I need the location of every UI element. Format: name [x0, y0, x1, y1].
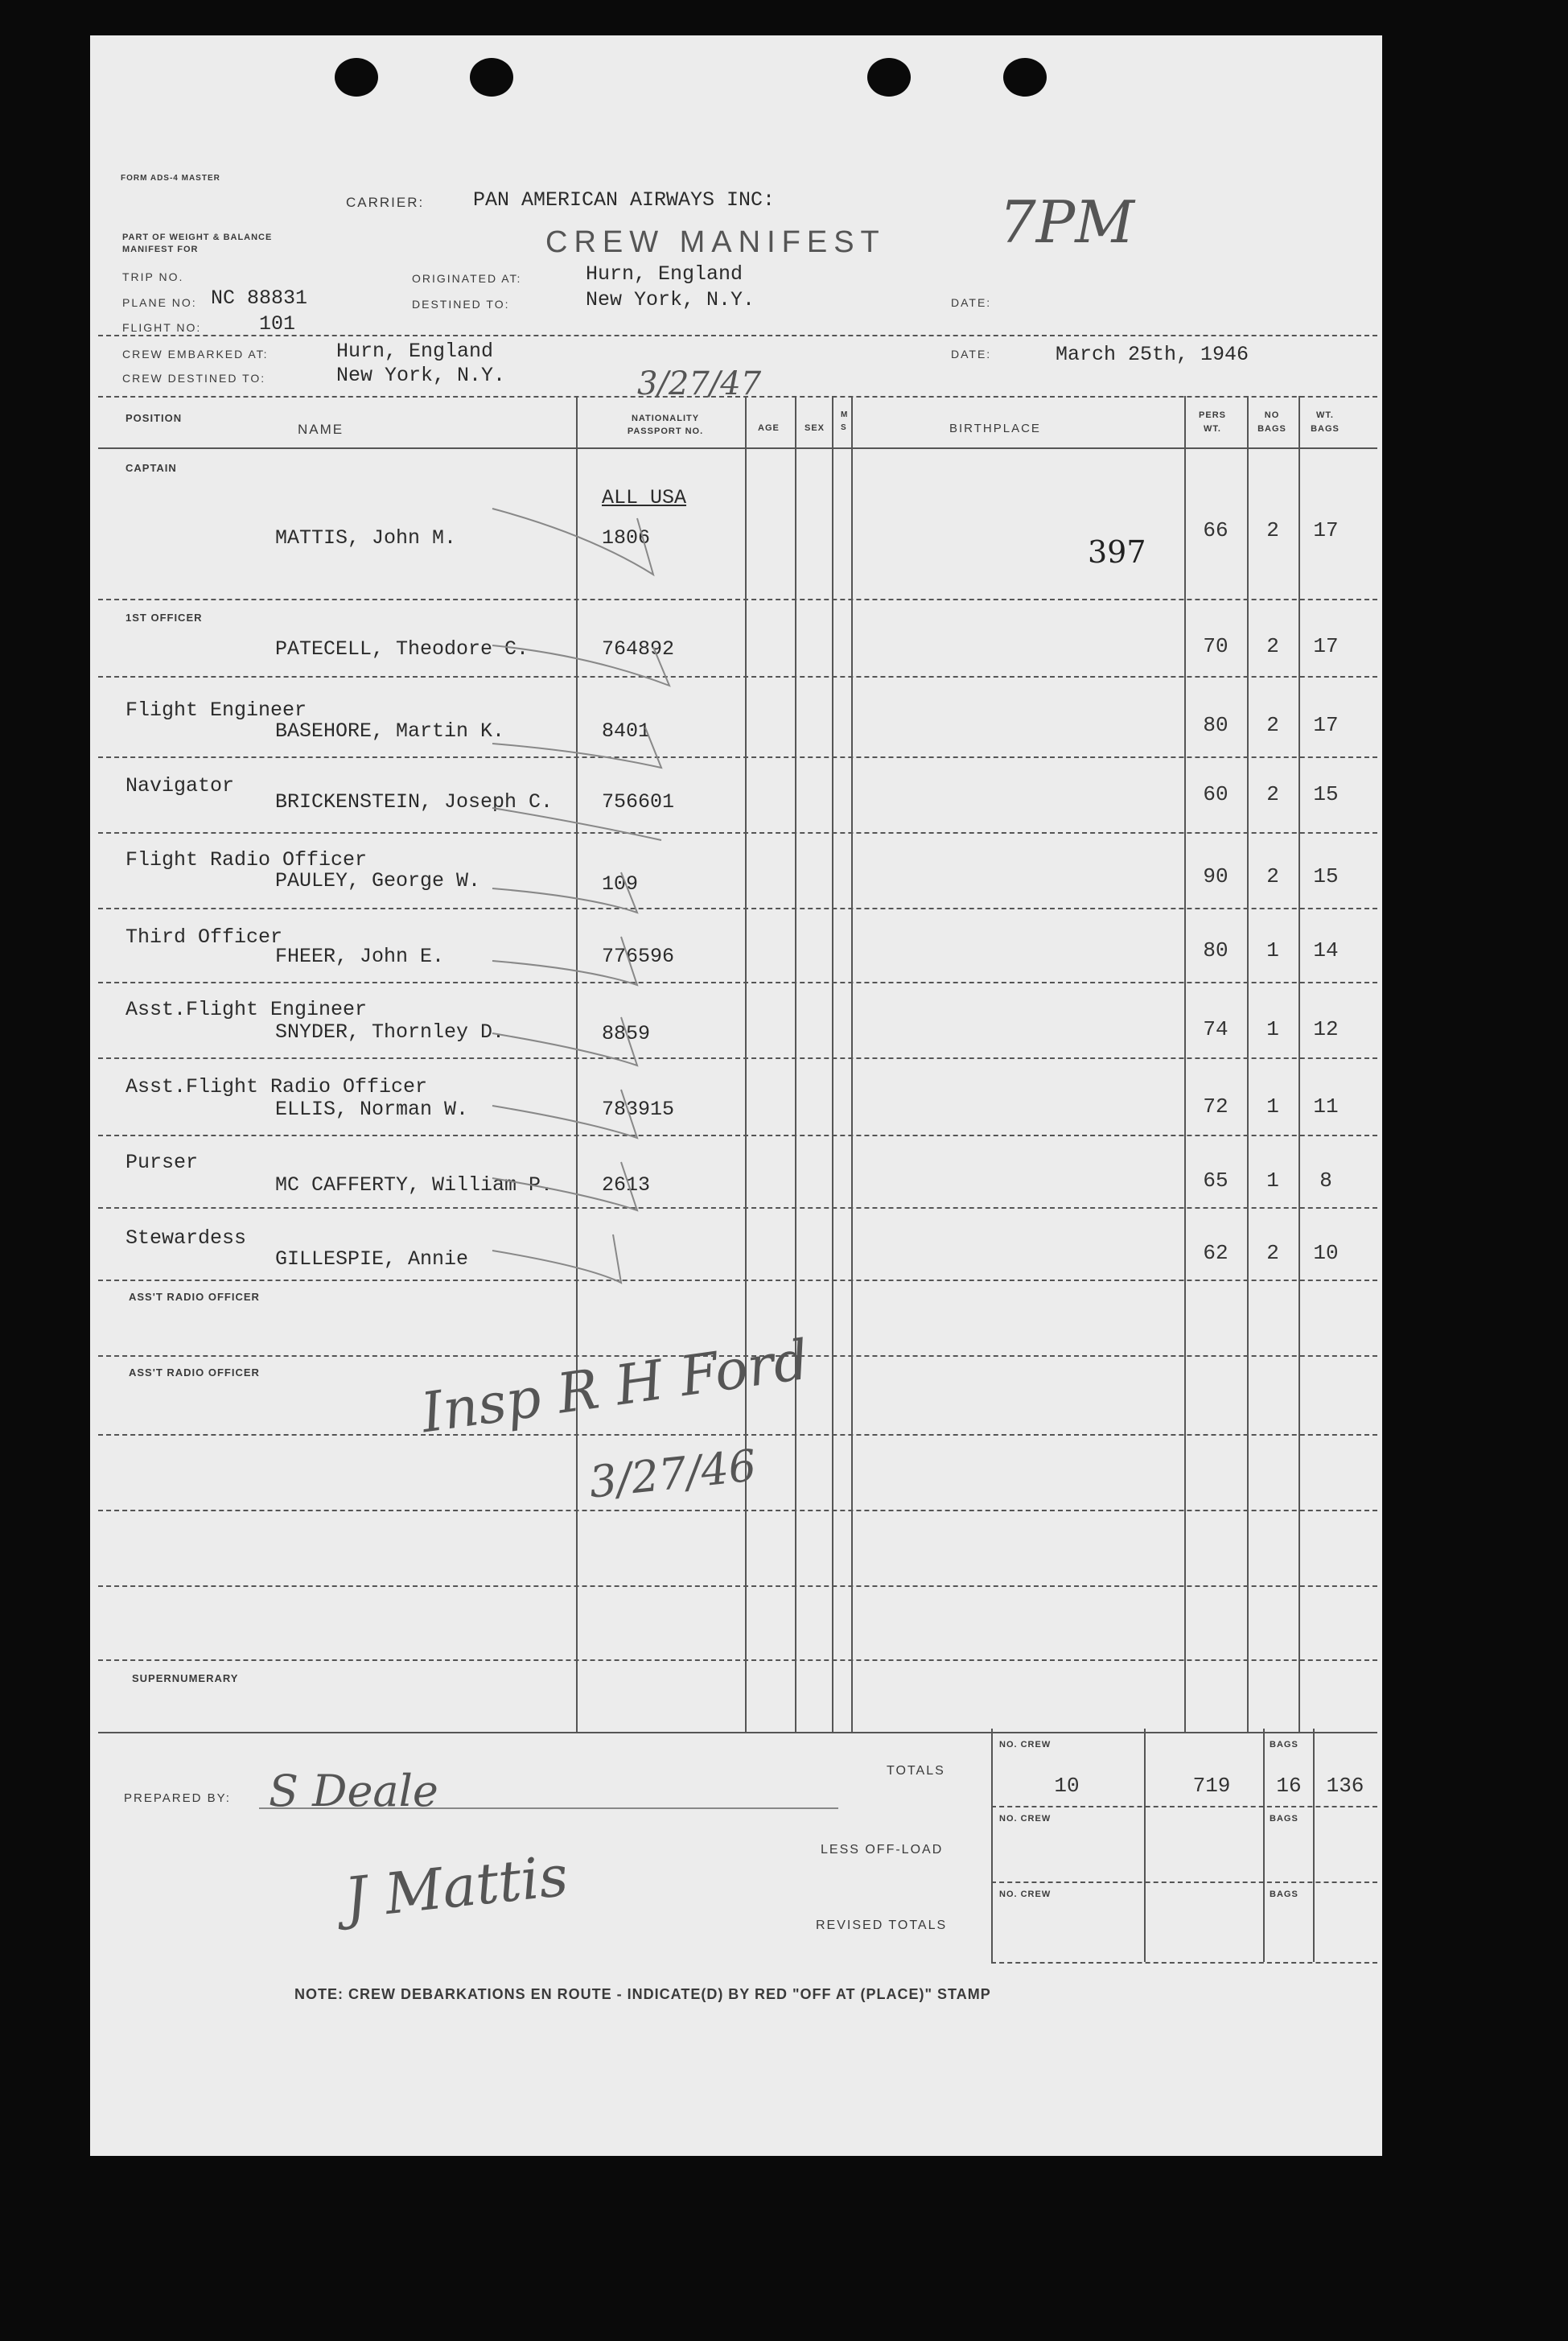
crew-passport: 756601: [602, 790, 675, 814]
crew-wt-bags: 17: [1313, 634, 1339, 658]
crew-passport: 764892: [602, 637, 675, 661]
crew-bags: 2: [1266, 782, 1279, 806]
total-pers-wt: 719: [1192, 1774, 1231, 1798]
col-position: POSITION: [126, 412, 183, 424]
crew-passport: 783915: [602, 1098, 675, 1121]
crew-bags: 2: [1266, 518, 1279, 542]
revised-totals-label: REVISED TOTALS: [816, 1919, 948, 1932]
crew-wt-bags: 17: [1313, 518, 1339, 542]
totals-box-line: [1144, 1729, 1146, 1962]
crew-pers-wt: 62: [1203, 1241, 1228, 1265]
nationality-all-usa: ALL USA: [602, 486, 687, 509]
birthplace-number: 397: [1088, 534, 1146, 570]
position-label: Flight Engineer: [126, 699, 307, 722]
position-label: Asst.Flight Engineer: [126, 998, 368, 1021]
position-label: Stewardess: [126, 1226, 247, 1250]
flight-no-value: 101: [259, 312, 296, 336]
totals-box-line: [1313, 1729, 1315, 1962]
crew-bags: 1: [1266, 1168, 1279, 1193]
crew-passport: 8859: [602, 1022, 651, 1045]
crew-name: ELLIS, Norman W.: [275, 1098, 469, 1121]
row-divider: [98, 1207, 1377, 1209]
punch-hole: [1003, 58, 1047, 97]
totals-divider: [991, 1962, 1377, 1964]
less-offload-label: LESS OFF-LOAD: [821, 1843, 944, 1857]
crew-destined-label: CREW DESTINED TO:: [122, 372, 266, 385]
crew-pers-wt: 90: [1203, 864, 1228, 888]
totals-box-line: [991, 1729, 993, 1962]
date-label: DATE:: [951, 296, 992, 309]
crew-bags: 1: [1266, 1094, 1279, 1119]
col-wt-bags: WT. BAGS: [1311, 410, 1340, 434]
crew-passport: 109: [602, 872, 639, 896]
row-divider: [98, 1585, 1377, 1587]
position-label: ASS'T RADIO OFFICER: [129, 1366, 260, 1379]
crew-name: BASEHORE, Martin K.: [275, 719, 505, 743]
crew-name: FHEER, John E.: [275, 945, 445, 968]
crew-passport: 2613: [602, 1173, 651, 1197]
crew-bags: 2: [1266, 713, 1279, 737]
carrier-name: PAN AMERICAN AIRWAYS INC:: [473, 188, 776, 212]
total-no-crew: 10: [1054, 1774, 1080, 1798]
total-bags: 16: [1276, 1774, 1302, 1798]
col-divider: [851, 396, 853, 1732]
row-divider: [98, 1057, 1377, 1059]
date-label: DATE:: [951, 348, 992, 361]
row-divider: [98, 1135, 1377, 1136]
crew-pers-wt: 74: [1203, 1017, 1228, 1041]
col-no-bags: NO BAGS: [1257, 410, 1286, 434]
row-divider: [98, 1659, 1377, 1661]
crew-embarked-value: Hurn, England: [336, 340, 494, 363]
carrier-label: CARRIER:: [346, 195, 425, 210]
row-divider: [98, 1510, 1377, 1511]
no-crew-label: NO. CREW: [999, 1814, 1052, 1824]
handwritten-time: 7PM: [999, 188, 1134, 256]
crew-wt-bags: 14: [1313, 938, 1339, 962]
crew-name: GILLESPIE, Annie: [275, 1247, 469, 1271]
col-nationality: NATIONALITY PASSPORT NO.: [627, 414, 704, 436]
destined-label: DESTINED TO:: [412, 298, 510, 311]
plane-no-label: PLANE NO:: [122, 296, 197, 309]
bags-label: BAGS: [1270, 1890, 1298, 1899]
col-divider: [745, 396, 747, 1732]
position-label: ASS'T RADIO OFFICER: [129, 1291, 260, 1303]
col-age: AGE: [758, 423, 780, 433]
crew-pers-wt: 65: [1203, 1168, 1228, 1193]
crew-wt-bags: 17: [1313, 713, 1339, 737]
crew-passport: 1806: [602, 526, 651, 550]
position-label: Purser: [126, 1151, 199, 1174]
manifest-paper: [90, 35, 1382, 2156]
flight-no-label: FLIGHT NO:: [122, 321, 202, 334]
position-label: 1ST OFFICER: [126, 612, 203, 624]
crew-pers-wt: 60: [1203, 782, 1228, 806]
crew-name: BRICKENSTEIN, Joseph C.: [275, 790, 554, 814]
crew-name: MC CAFFERTY, William P.: [275, 1173, 554, 1197]
handwritten-date: 3/27/47: [637, 365, 762, 402]
crew-pers-wt: 72: [1203, 1094, 1228, 1119]
crew-bags: 2: [1266, 1241, 1279, 1265]
signature-line: [259, 1807, 838, 1809]
destined-value: New York, N.Y.: [586, 288, 755, 311]
punch-hole: [470, 58, 513, 97]
crew-wt-bags: 15: [1313, 864, 1339, 888]
col-sex: SEX: [805, 423, 825, 433]
totals-box-line: [1263, 1729, 1265, 1962]
page-title: CREW MANIFEST: [545, 225, 886, 259]
crew-destined-value: New York, N.Y.: [336, 364, 506, 387]
crew-name: PAULEY, George W.: [275, 869, 481, 892]
punch-hole: [867, 58, 911, 97]
crew-wt-bags: 11: [1313, 1094, 1339, 1119]
row-divider: [98, 908, 1377, 909]
crew-pers-wt: 80: [1203, 938, 1228, 962]
handwritten-inspection-date: 3/27/46: [586, 1440, 759, 1508]
col-ms: M S: [841, 410, 849, 432]
table-bottom-line: [98, 1732, 1377, 1733]
crew-pers-wt: 66: [1203, 518, 1228, 542]
crew-wt-bags: 8: [1319, 1168, 1332, 1193]
position-label: Flight Radio Officer: [126, 848, 368, 872]
row-divider: [98, 832, 1377, 834]
check-marks: [476, 486, 685, 1323]
row-divider: [98, 1434, 1377, 1436]
position-label: Asst.Flight Radio Officer: [126, 1075, 428, 1098]
col-divider: [1247, 396, 1249, 1732]
totals-label: TOTALS: [887, 1764, 945, 1778]
position-label: Navigator: [126, 774, 235, 798]
position-label: SUPERNUMERARY: [132, 1672, 239, 1684]
col-divider: [832, 396, 833, 1732]
bags-label: BAGS: [1270, 1740, 1298, 1750]
row-divider: [98, 1280, 1377, 1281]
col-pers-wt: PERS WT.: [1199, 410, 1226, 434]
crew-name: SNYDER, Thornley D.: [275, 1020, 505, 1044]
crew-pers-wt: 80: [1203, 713, 1228, 737]
crew-name: PATECELL, Theodore C.: [275, 637, 529, 661]
header-divider: [98, 335, 1377, 336]
position-label: Third Officer: [126, 925, 283, 949]
crew-passport: 8401: [602, 719, 651, 743]
handwritten-inspection: Insp R H Ford: [417, 1328, 813, 1446]
bags-label: BAGS: [1270, 1814, 1298, 1824]
crew-wt-bags: 10: [1313, 1241, 1339, 1265]
position-label: CAPTAIN: [126, 462, 177, 474]
crew-pers-wt: 70: [1203, 634, 1228, 658]
footer-note: NOTE: CREW DEBARKATIONS EN ROUTE - INDICATE(D) BY RED "OFF AT (PLACE)" STAMP: [294, 1986, 991, 2002]
date-value: March 25th, 1946: [1056, 343, 1249, 366]
no-crew-label: NO. CREW: [999, 1890, 1052, 1899]
punch-hole: [335, 58, 378, 97]
totals-divider: [991, 1881, 1377, 1883]
crew-wt-bags: 15: [1313, 782, 1339, 806]
crew-name: MATTIS, John M.: [275, 526, 457, 550]
part-of-label: PART OF WEIGHT & BALANCE MANIFEST FOR: [122, 233, 273, 254]
row-divider: [98, 599, 1377, 600]
trip-no-label: TRIP NO.: [122, 270, 184, 283]
captain-signature: J Mattis: [341, 1842, 571, 1932]
row-divider: [98, 982, 1377, 983]
total-wt-bags: 136: [1326, 1774, 1364, 1798]
crew-embarked-label: CREW EMBARKED AT:: [122, 348, 269, 361]
crew-bags: 1: [1266, 938, 1279, 962]
no-crew-label: NO. CREW: [999, 1740, 1052, 1750]
originated-value: Hurn, England: [586, 262, 743, 286]
prepared-by-label: PREPARED BY:: [124, 1791, 231, 1805]
col-divider: [795, 396, 796, 1732]
col-divider: [1298, 396, 1300, 1732]
form-code: FORM ADS-4 MASTER: [121, 174, 220, 183]
plane-no-value: NC 88831: [211, 286, 308, 310]
crew-wt-bags: 12: [1313, 1017, 1339, 1041]
row-divider: [98, 756, 1377, 758]
prepared-by-signature: S Deale: [269, 1766, 438, 1816]
crew-bags: 1: [1266, 1017, 1279, 1041]
col-divider: [1184, 396, 1186, 1732]
crew-bags: 2: [1266, 864, 1279, 888]
col-birthplace: BIRTHPLACE: [949, 422, 1041, 435]
crew-bags: 2: [1266, 634, 1279, 658]
row-divider: [98, 676, 1377, 678]
crew-passport: 776596: [602, 945, 675, 968]
col-name: NAME: [298, 422, 344, 437]
totals-divider: [991, 1806, 1377, 1807]
originated-label: ORIGINATED AT:: [412, 272, 522, 285]
